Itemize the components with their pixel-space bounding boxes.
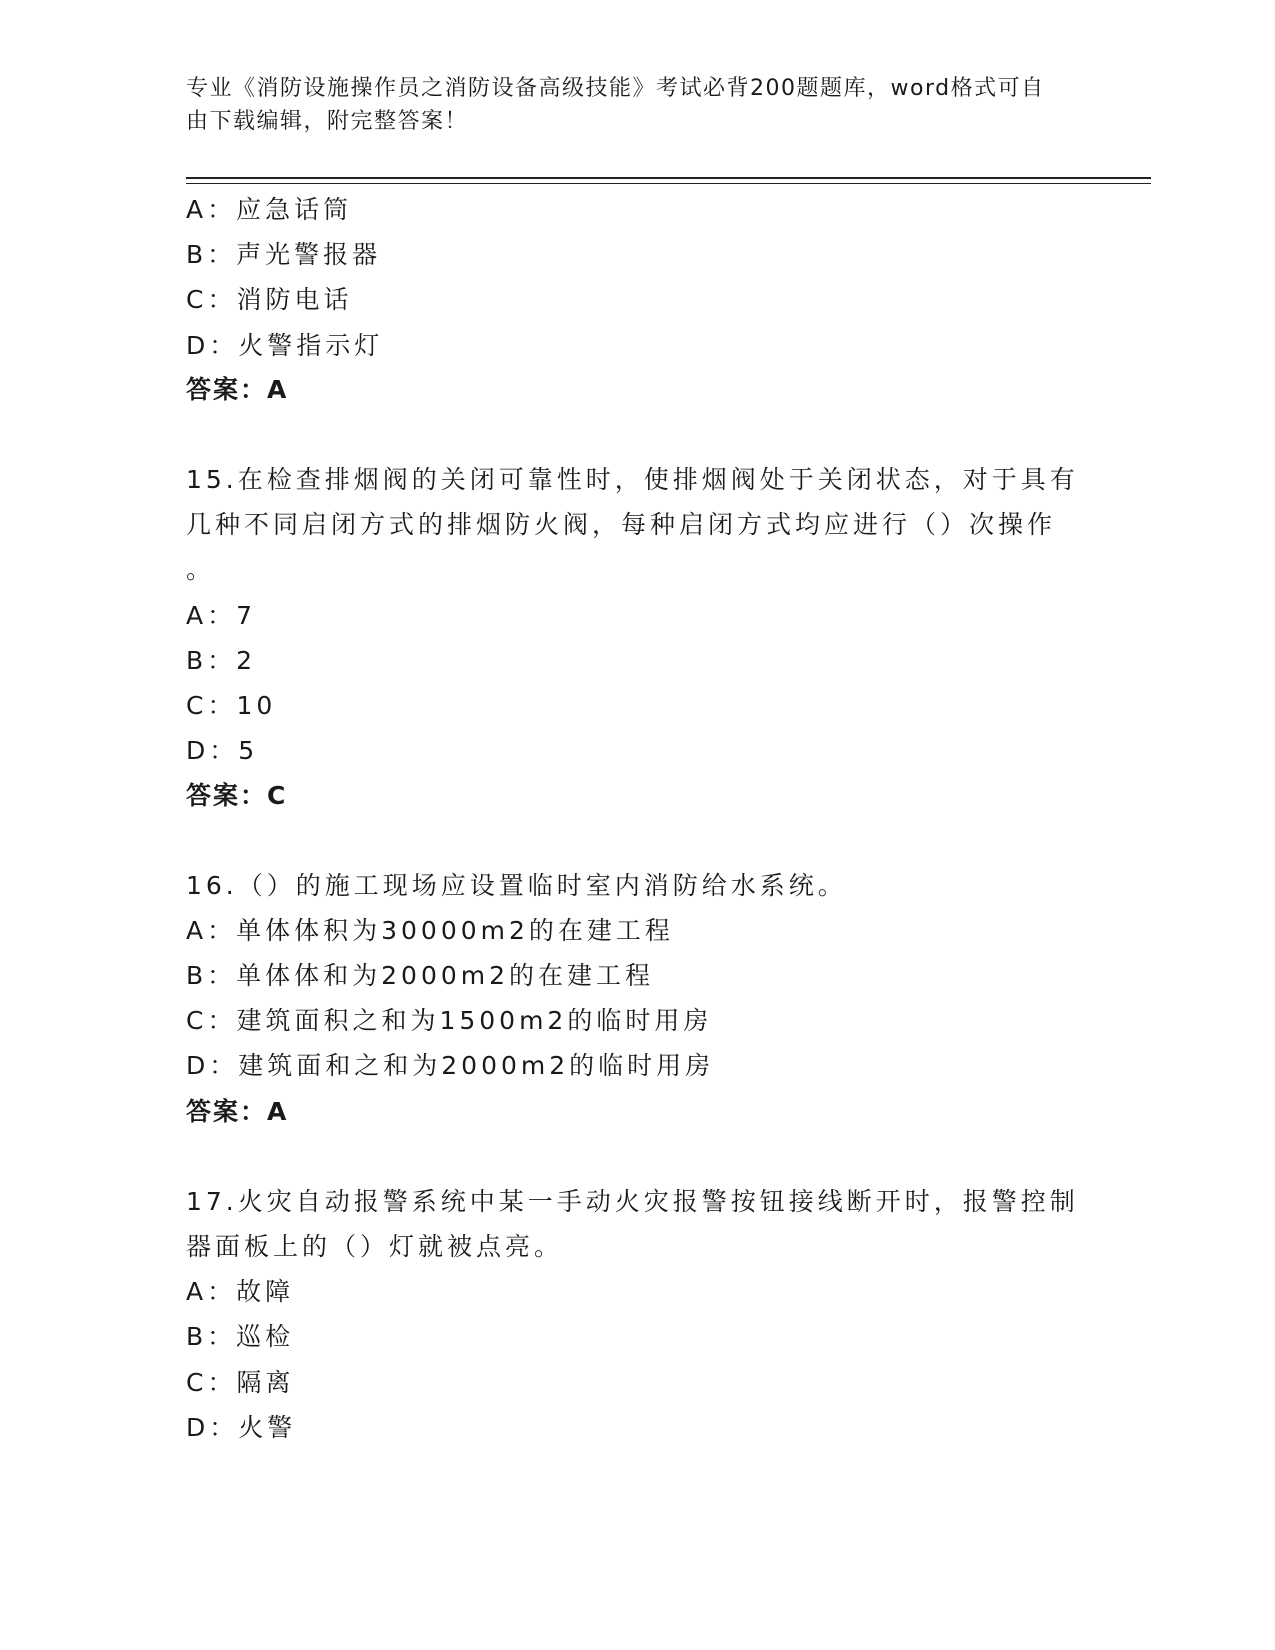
q17-option-c: C：隔离 [186,1368,295,1397]
q17-option-b: B：巡检 [186,1322,295,1351]
header-rule-thin [186,183,1151,184]
header-rule-thick [186,177,1151,179]
q14-option-b: B：声光警报器 [186,240,382,269]
q17-option-d: D：火警 [186,1413,297,1442]
q14-option-d: D：火警指示灯 [186,331,384,360]
q15-option-a: A：7 [186,601,257,630]
q14-option-a: A：应急话筒 [186,195,353,224]
q16-stem-line-1: 16.（）的施工现场应设置临时室内消防给水系统。 [186,871,847,900]
q15-option-c: C：10 [186,691,277,720]
q16-option-a: A：单体体积为30000m2的在建工程 [186,916,674,945]
document-header: 专业《消防设施操作员之消防设备高级技能》考试必背200题题库，word格式可自由下载编辑，附完整答案！ [186,76,1045,134]
q14-option-c: C：消防电话 [186,285,353,314]
q16-option-d: D：建筑面和之和为2000m2的临时用房 [186,1051,715,1080]
q15-stem-line-3: 。 [186,555,216,584]
q15-stem-line-1: 15.在检查排烟阀的关闭可靠性时，使排烟阀处于关闭状态，对于具有 [186,465,1079,494]
q17-stem-line-2: 器面板上的（）灯就被点亮。 [186,1232,564,1261]
q14-answer: 答案：A [186,375,289,404]
q15-stem-line-2: 几种不同启闭方式的排烟防火阀，每种启闭方式均应进行（）次操作 [186,510,1057,539]
q17-stem-line-1: 17.火灾自动报警系统中某一手动火灾报警按钮接线断开时，报警控制 [186,1187,1079,1216]
q15-option-d: D：5 [186,736,259,765]
q15-answer: 答案：C [186,781,288,810]
q17-option-a: A：故障 [186,1277,295,1306]
q16-option-b: B：单体体和为2000m2的在建工程 [186,961,655,990]
q16-answer: 答案：A [186,1097,289,1126]
q15-option-b: B：2 [186,646,257,675]
q16-option-c: C：建筑面积之和为1500m2的临时用房 [186,1006,713,1035]
